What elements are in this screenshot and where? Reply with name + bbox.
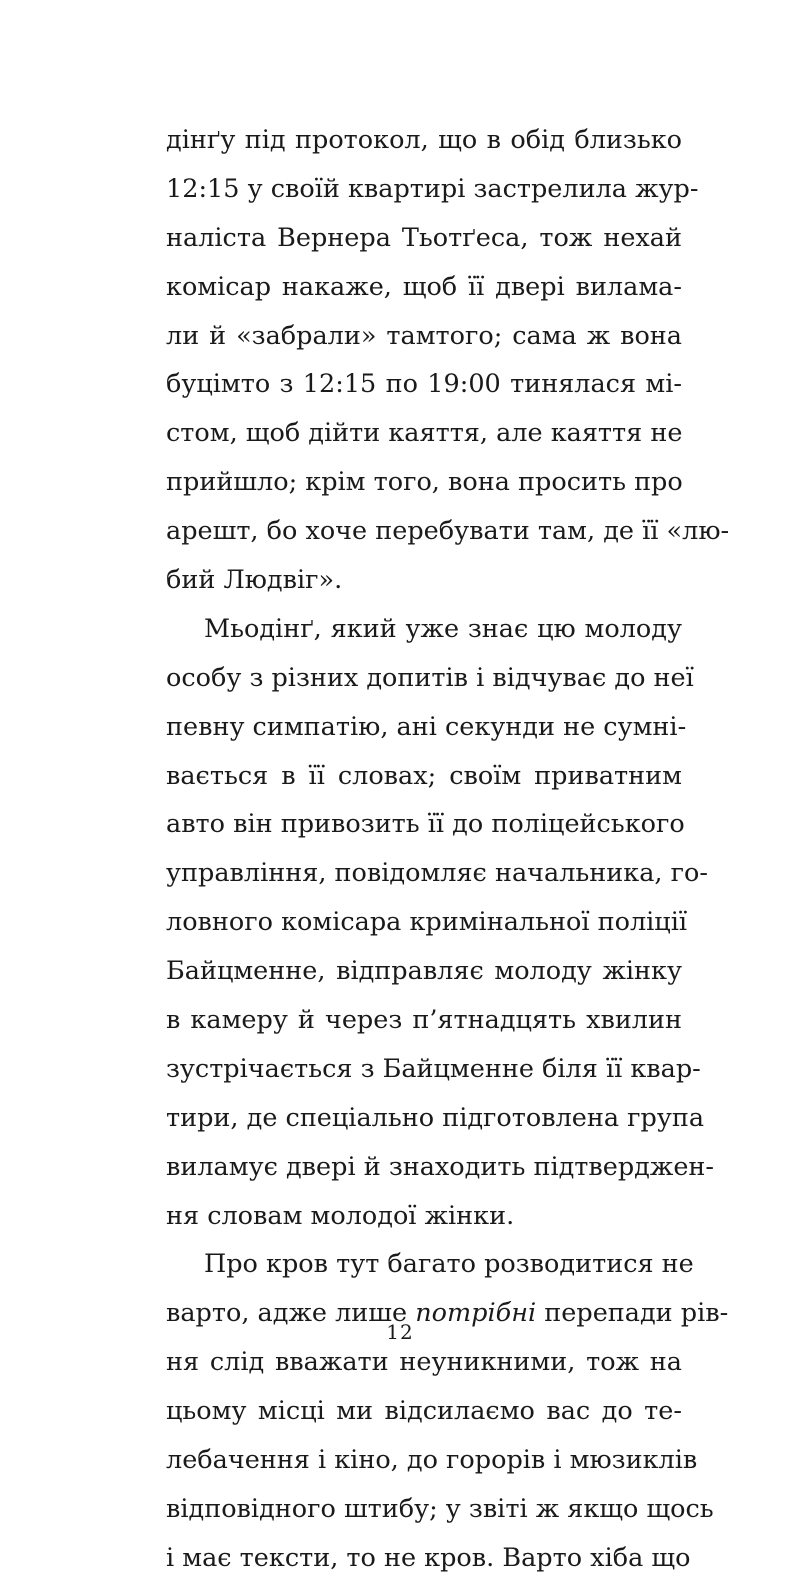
text-line: прийшло; крім того, вона просить про: [166, 467, 683, 498]
text-line: Байцменне, відправляє молоду жінку: [166, 956, 682, 987]
text-line: і має тексти, то не кров. Варто хіба що: [166, 1542, 691, 1573]
text-line: виламує двері й знаходить підтверджен-: [166, 1151, 715, 1182]
text-segment: перепади рів-: [544, 1298, 729, 1329]
body-text: [166, 116, 730, 1583]
text-line: ловного комісара кримінальної поліції: [166, 907, 688, 938]
text-line: певну симпатію, ані секунди не сумні-: [166, 711, 687, 742]
text-line: авто він привозить її до поліцейського: [166, 809, 685, 840]
text-segment: варто, адже лише: [166, 1298, 408, 1329]
text-line: 12:15 у своїй квартирі застрелила жур-: [166, 173, 699, 204]
text-line: ня слід вважати неуникними, тож на: [166, 1347, 682, 1378]
page-number: 12: [386, 1320, 414, 1344]
text-line: вається в її словах; своїм приватним: [166, 760, 682, 791]
text-line: буцімто з 12:15 по 19:00 тинялася мі-: [166, 369, 682, 400]
text-line: тири, де спеціально підготовлена група: [166, 1102, 705, 1133]
text-line: лебачення і кіно, до горорів і мюзиклів: [166, 1445, 698, 1476]
text-line: відповідного штибу; у звіті ж якщо щось: [166, 1493, 714, 1524]
text-line: управління, повідомляє начальника, го-: [166, 858, 708, 889]
text-line: ли й «забрали» тамтого; сама ж вона: [166, 320, 682, 351]
text-line: особу з різних допитів і відчуває до неї: [166, 662, 694, 693]
text-line: Мьодінґ, який уже знає цю молоду: [204, 613, 682, 644]
text-line: Про кров тут багато розводитися не: [204, 1249, 694, 1280]
text-line: зустрічається з Байцменне біля її квар-: [166, 1053, 701, 1084]
text-line: арешт, бо хоче перебувати там, де її «лю-: [166, 516, 730, 547]
text-line: наліста Вернера Тьотґеса, тож нехай: [166, 222, 682, 253]
text-line: стом, щоб дійти каяття, але каяття не: [166, 418, 683, 449]
text-line: ня словам молодої жінки.: [166, 1200, 515, 1231]
text-line: дінґу під протокол, що в обід близько: [166, 125, 682, 155]
text-line: в камеру й через п’ятнадцять хвилин: [166, 1005, 682, 1036]
text-line: цьому місці ми відсилаємо вас до те-: [166, 1396, 682, 1427]
text-line: бий Людвіг».: [166, 565, 343, 596]
italic-word: потрібні: [415, 1298, 537, 1329]
text-line: комісар накаже, щоб її двері вилама-: [166, 271, 682, 302]
